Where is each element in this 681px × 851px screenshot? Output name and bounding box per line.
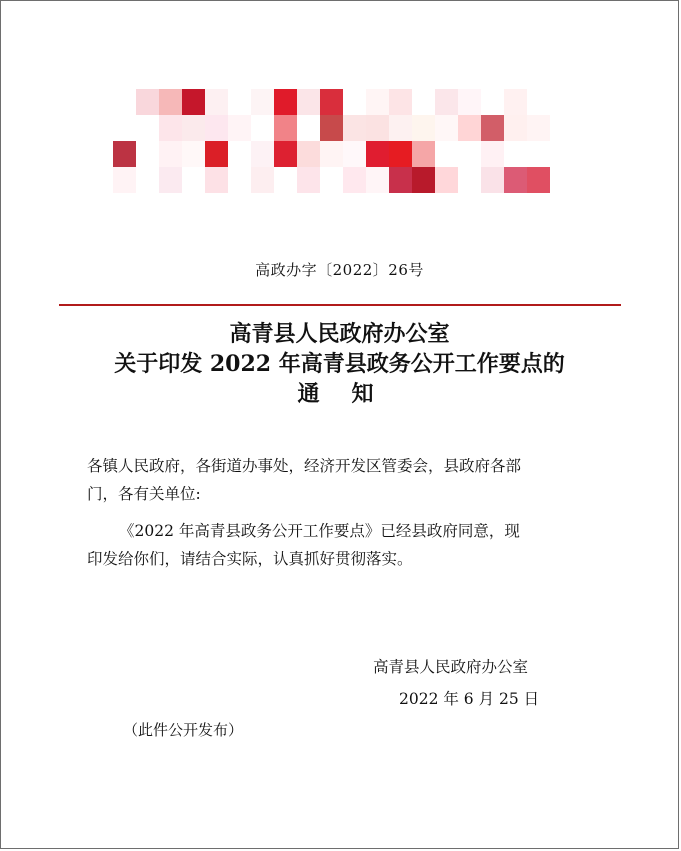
addressee-block <box>87 452 607 508</box>
mosaic-cell <box>297 167 320 193</box>
title-line-2: 关于印发 2022 年高青县政务公开工作要点的 <box>114 351 565 377</box>
mosaic-cell <box>389 167 412 193</box>
title-line-1: 高青县人民政府办公室 <box>229 321 450 347</box>
mosaic-cell <box>274 115 297 141</box>
mosaic-cell <box>435 89 458 115</box>
mosaic-cell <box>458 167 481 193</box>
mosaic-cell <box>550 89 573 115</box>
mosaic-cell <box>481 141 504 167</box>
mosaic-cell <box>205 141 228 167</box>
mosaic-cell <box>228 89 251 115</box>
red-separator-line <box>59 304 621 306</box>
mosaic-cell <box>527 141 550 167</box>
addressee-line-2: 门，各有关单位: <box>87 485 201 503</box>
mosaic-cell <box>274 167 297 193</box>
mosaic-cell <box>550 115 573 141</box>
signature-date: 2022 年 6 月 25 日 <box>399 690 540 708</box>
mosaic-cell <box>228 167 251 193</box>
mosaic-cell <box>136 167 159 193</box>
mosaic-cell <box>366 141 389 167</box>
body-line-1: 《2022 年高青县政务公开工作要点》已经县政府同意，现 <box>119 522 520 540</box>
mosaic-cell <box>481 167 504 193</box>
mosaic-cell <box>389 115 412 141</box>
mosaic-cell <box>343 167 366 193</box>
mosaic-cell <box>458 115 481 141</box>
mosaic-cell <box>182 167 205 193</box>
mosaic-cell <box>435 115 458 141</box>
mosaic-cell <box>320 141 343 167</box>
mosaic-cell <box>412 115 435 141</box>
mosaic-cell <box>366 167 389 193</box>
mosaic-cell <box>481 89 504 115</box>
mosaic-cell <box>182 115 205 141</box>
mosaic-cell <box>159 167 182 193</box>
mosaic-cell <box>274 89 297 115</box>
mosaic-cell <box>343 141 366 167</box>
mosaic-cell <box>320 115 343 141</box>
mosaic-cell <box>504 167 527 193</box>
signature-org: 高青县人民政府办公室 <box>373 658 529 676</box>
mosaic-cell <box>458 89 481 115</box>
mosaic-cell <box>527 167 550 193</box>
mosaic-cell <box>504 141 527 167</box>
mosaic-cell <box>159 115 182 141</box>
mosaic-cell <box>504 115 527 141</box>
mosaic-cell <box>458 141 481 167</box>
mosaic-cell <box>182 89 205 115</box>
mosaic-cell <box>527 115 550 141</box>
mosaic-cell <box>389 89 412 115</box>
mosaic-cell <box>228 141 251 167</box>
body-paragraph <box>87 517 607 573</box>
redacted-letterhead <box>113 89 573 193</box>
mosaic-cell <box>320 89 343 115</box>
mosaic-cell <box>274 141 297 167</box>
mosaic-cell <box>389 141 412 167</box>
mosaic-cell <box>113 89 136 115</box>
mosaic-cell <box>412 89 435 115</box>
mosaic-cell <box>251 115 274 141</box>
mosaic-cell <box>228 115 251 141</box>
mosaic-cell <box>527 89 550 115</box>
mosaic-cell <box>550 167 573 193</box>
document-title <box>1 319 678 409</box>
signature-block <box>373 651 539 715</box>
mosaic-cell <box>412 141 435 167</box>
mosaic-cell <box>504 89 527 115</box>
mosaic-cell <box>343 89 366 115</box>
mosaic-cell <box>320 167 343 193</box>
mosaic-cell <box>251 167 274 193</box>
mosaic-cell <box>435 141 458 167</box>
release-note: （此件公开发布） <box>123 721 244 739</box>
mosaic-cell <box>412 167 435 193</box>
mosaic-cell <box>182 141 205 167</box>
addressee-line-1: 各镇人民政府，各街道办事处，经济开发区管委会，县政府各部 <box>87 457 522 475</box>
mosaic-cell <box>435 167 458 193</box>
mosaic-cell <box>136 115 159 141</box>
mosaic-cell <box>297 89 320 115</box>
mosaic-cell <box>366 115 389 141</box>
mosaic-cell <box>113 115 136 141</box>
mosaic-cell <box>366 89 389 115</box>
mosaic-cell <box>343 115 366 141</box>
document-number: 高政办字〔2022〕26号 <box>255 261 424 279</box>
mosaic-cell <box>205 115 228 141</box>
mosaic-cell <box>136 89 159 115</box>
mosaic-cell <box>205 167 228 193</box>
mosaic-cell <box>481 115 504 141</box>
mosaic-cell <box>251 141 274 167</box>
mosaic-cell <box>297 115 320 141</box>
mosaic-cell <box>136 141 159 167</box>
mosaic-cell <box>251 89 274 115</box>
title-line-3: 通知 <box>297 381 406 407</box>
body-line-2: 印发给你们，请结合实际，认真抓好贯彻落实。 <box>87 550 413 568</box>
mosaic-cell <box>113 167 136 193</box>
mosaic-cell <box>159 89 182 115</box>
mosaic-cell <box>159 141 182 167</box>
mosaic-cell <box>205 89 228 115</box>
mosaic-cell <box>550 141 573 167</box>
mosaic-cell <box>297 141 320 167</box>
mosaic-cell <box>113 141 136 167</box>
